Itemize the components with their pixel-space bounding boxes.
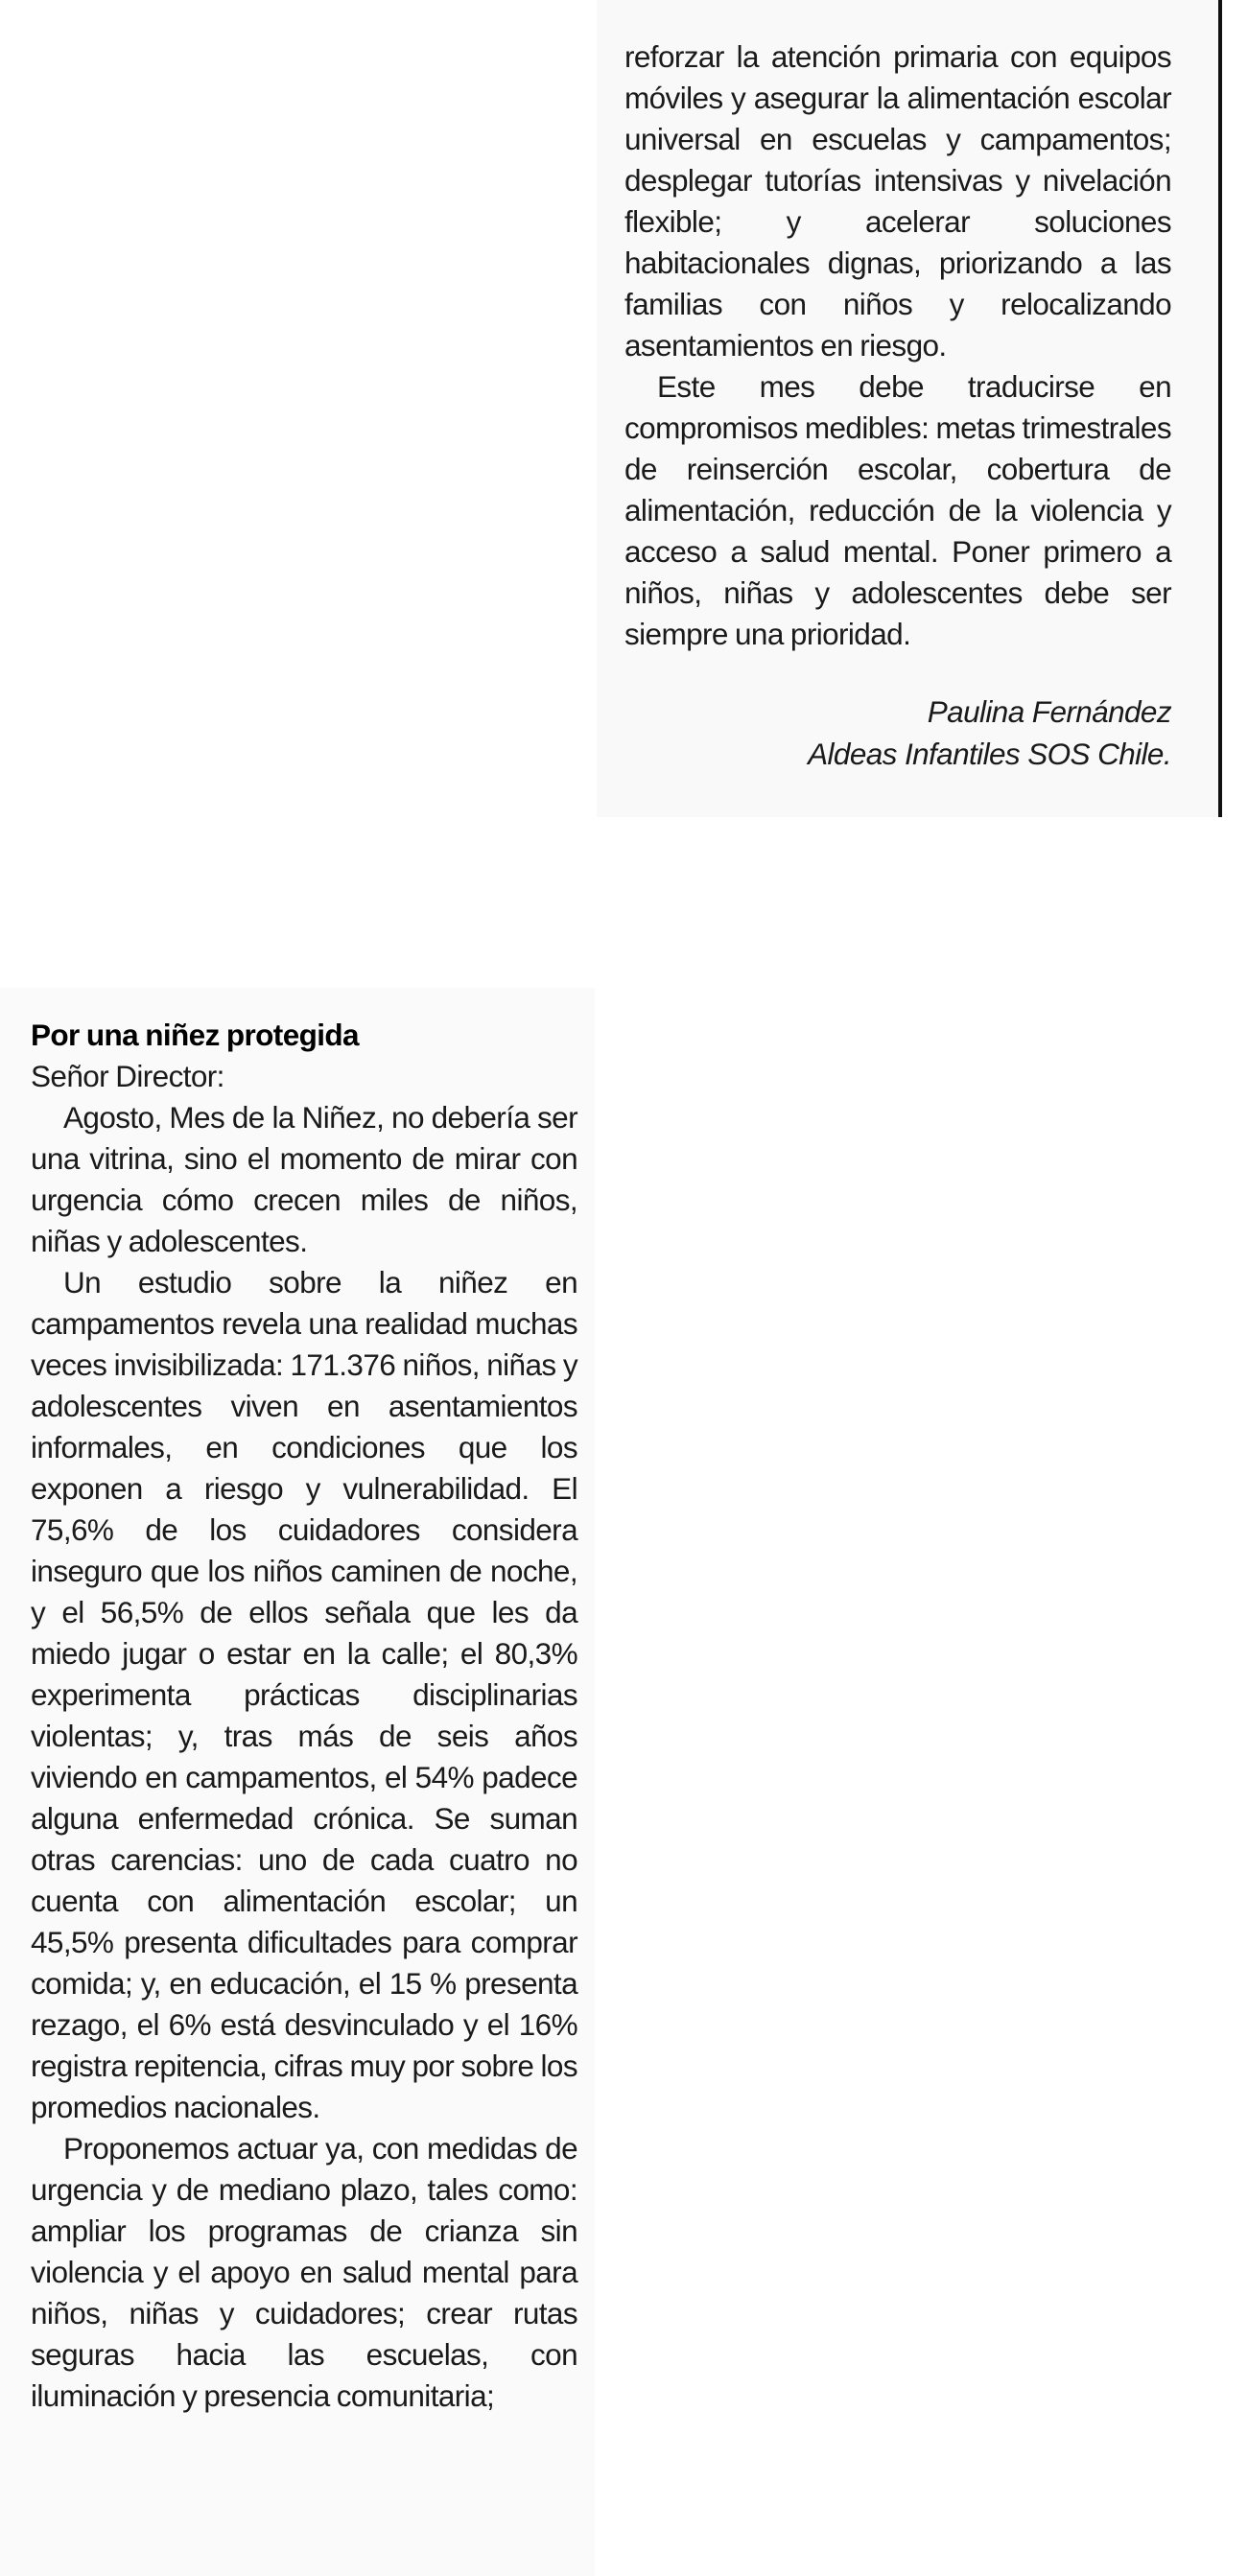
letter-to-editor bbox=[31, 1015, 577, 2417]
paragraph: Agosto, Mes de la Niñez, no debería ser una vitrina, sino el momento de mirar con urgencia cómo crecen miles de niños, niñas y adolescentes. bbox=[31, 1100, 577, 1258]
letter-continuation bbox=[624, 36, 1171, 655]
signature-organization: Aldeas Infantiles SOS Chile. bbox=[808, 737, 1171, 771]
paragraph: reforzar la atención primaria con equipos móviles y asegurar la alimentación escolar universal en escuelas y campamentos; desplegar tutorías intensivas y nivelación flexible; y acelerar soluciones habitacionales dignas, priorizando a las familias con niños y relocalizando asentamientos en riesgo. bbox=[624, 39, 1171, 363]
letter-signature bbox=[624, 691, 1171, 775]
letter-headline: Por una niñez protegida bbox=[31, 1018, 359, 1052]
paragraph: Este mes debe traducirse en compromisos medibles: metas trimestrales de reinserción escolar, cobertura de alimentación, reducción de la violencia y acceso a salud mental. Poner primero a niños, niñas y adolescentes debe ser siempre una prioridad. bbox=[624, 369, 1171, 651]
paragraph: Proponemos actuar ya, con medidas de urgencia y de mediano plazo, tales como: ampliar los programas de crianza sin violencia y el apoyo en salud mental para niños, niñas y cuidadores; crear rutas seguras hacia las escuelas, con iluminación y presencia comunitaria; bbox=[31, 2131, 577, 2413]
letter-salutation: Señor Director: bbox=[31, 1059, 224, 1093]
signature-name: Paulina Fernández bbox=[927, 694, 1171, 729]
paragraph: Un estudio sobre la niñez en campamentos revela una realidad muchas veces invisibilizada: 171.376 niños, niñas y adolescentes viven en asentamientos informales, en condiciones que los exponen a riesgo y vulnerabilidad. El 75,6% de los cuidadores considera inseguro que los niños caminen de noche, y el 56,5% de ellos señala que les da miedo jugar o estar en la calle; el 80,3% experimenta prácticas disciplinarias violentas; y, tras más de seis años viviendo en campamentos, el 54% padece alguna enfermedad crónica. Se suman otras carencias: uno de cada cuatro no cuenta con alimentación escolar; un 45,5% presenta dificultades para comprar comida; y, en educación, el 15 % presenta rezago, el 6% está desvinculado y el 16% registra repitencia, cifras muy por sobre los promedios nacionales. bbox=[31, 1265, 577, 2124]
column-divider-rule bbox=[1218, 0, 1222, 817]
